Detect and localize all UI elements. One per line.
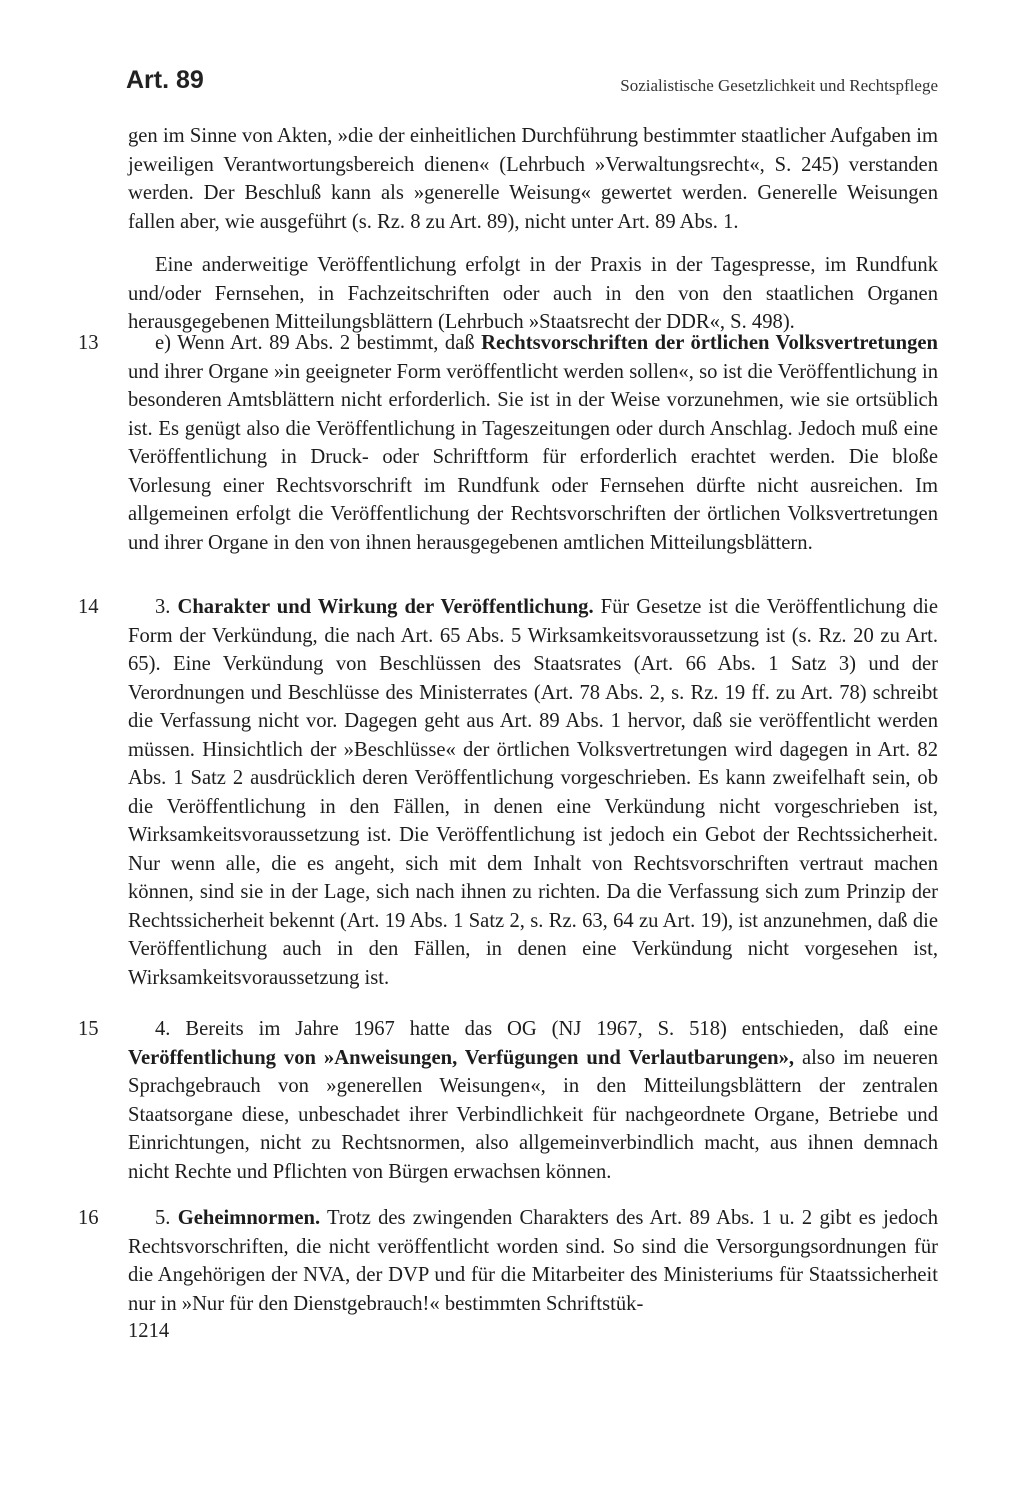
paragraph-13	[128, 329, 938, 557]
paragraph-14-heading: Charakter und Wirkung der Veröffentlichung.	[177, 596, 594, 618]
paragraph-15-body: also im neueren Sprachgebrauch von »generellen Weisungen«, in den Mitteilungsblättern der zentralen Staatsorgane diese, unbeschadet ihrer Verbindlichkeit für nachgeordnete Organe, Betriebe und Einrichtungen, nicht zu Rechtsnormen, also allgemeinverbindlich macht, aus ihnen demnach nicht Rechte und Pflichten von Bürgen erwachsen können.	[128, 1046, 938, 1183]
article-heading: Art. 89	[126, 66, 204, 94]
paragraph-16-body: Trotz des zwingenden Charakters des Art. 89 Abs. 1 u. 2 gibt es jedoch Rechtsvorschriften, die nicht veröffentlicht worden sind. So sind die Versorgungsordnungen für die Angehörigen der NVA, der DVP und für die Mitarbeiter des Ministeriums für Staatssicherheit nur in »Nur für den Dienstgebrauch!« bestimmten Schriftstük-	[128, 1207, 939, 1315]
paragraph-14	[128, 593, 938, 992]
margin-number-14: 14	[78, 596, 99, 618]
margin-number-15: 15	[78, 1018, 99, 1040]
page-number: 1214	[128, 1320, 170, 1342]
paragraph-continuation: gen im Sinne von Akten, »die der einheitlichen Durchführung bestimmter staatlicher Aufgaben im jeweiligen Verantwortungsbereich dienen« (Lehrbuch »Verwaltungsrecht«, S. 245) verstanden werden. Der Beschluß kann als »generelle Weisung« gewertet werden. Generelle Weisungen fallen aber, wie ausgeführt (s. Rz. 8 zu Art. 89), nicht unter Art. 89 Abs. 1.	[128, 125, 938, 233]
paragraph-13-body: und ihrer Organe »in geeigneter Form veröffentlicht werden sollen«, so ist die Veröffentlichung in besonderen Amtsblättern nicht erforderlich. Sie ist in der Weise vorzunehmen, wie sie ortsüblich ist. Es genügt also die Veröffentlichung in Tageszeitungen oder durch Anschlag. Jedoch muß eine Veröffentlichung in Druck- oder Schriftform für erforderlich erachtet werden. Die bloße Vorlesung einer Rechtsvorschrift im Rundfunk oder Fernsehen dürfte nicht ausreichen. Im allgemeinen erfolgt die Veröffentlichung der Rechtsvorschriften der örtlichen Volksvertretungen und ihrer Organe in den von ihnen herausgegebenen amtlichen Mitteilungsblättern.	[128, 360, 938, 554]
paragraph-13-keyword: Rechtsvorschriften der örtlichen Volksvertretungen	[481, 332, 938, 354]
paragraph-13-lead: e) Wenn Art. 89 Abs. 2 bestimmt, daß	[155, 332, 482, 354]
paragraph-15	[128, 1015, 938, 1186]
paragraph-14-lead: 3.	[155, 596, 178, 618]
paragraph-15-lead: 4. Bereits im Jahre 1967 hatte das OG (NJ 1967, S. 518) entschieden, daß eine	[155, 1018, 938, 1040]
paragraph-16-heading: Geheimnormen.	[177, 1207, 321, 1229]
paragraph-16	[128, 1204, 938, 1318]
paragraph-15-keyword: Veröffentlichung von »Anweisungen, Verfügungen und Verlautbarungen»,	[128, 1046, 795, 1069]
paragraph-publication-practice: Eine anderweitige Veröffentlichung erfolgt in der Praxis in der Tagespresse, im Rundfunk und/oder Fernsehen, in Fachzeitschriften oder auch in den von den staatlichen Organen herausgegebenen Mitteilungsblättern (Lehrbuch »Staatsrecht der DDR«, S. 498).	[128, 254, 938, 333]
paragraph-16-lead: 5.	[155, 1207, 178, 1229]
running-header: Sozialistische Gesetzlichkeit und Rechtspflege	[620, 76, 938, 95]
margin-number-13: 13	[78, 332, 99, 354]
margin-number-16: 16	[78, 1207, 99, 1229]
paragraph-14-body: Für Gesetze ist die Veröffentlichung die Form der Verkündung, die nach Art. 65 Abs. 5 Wirksamkeitsvoraussetzung ist (s. Rz. 20 zu Art. 65). Eine Verkündung von Beschlüssen des Staatsrates (Art. 66 Abs. 1 Satz 3) und der Verordnungen und Beschlüsse des Ministerrates (Art. 78 Abs. 2, s. Rz. 19 ff. zu Art. 78) schreibt die Verfassung nicht vor. Dagegen geht aus Art. 89 Abs. 1 hervor, daß sie veröffentlicht werden müssen. Hinsichtlich der »Beschlüsse« der örtlichen Volksvertretungen wird dagegen in Art. 82 Abs. 1 Satz 2 ausdrücklich deren Veröffentlichung vorgeschrieben. Es kann zweifelhaft sein, ob die Veröffentlichung in den Fällen, in denen eine Verkündung nicht vorgeschrieben ist, Wirksamkeitsvoraussetzung ist. Die Veröffentlichung ist jedoch ein Gebot der Rechtssicherheit. Nur wenn alle, die es angeht, sich mit dem Inhalt von Rechtsvorschriften vertraut machen können, sind sie in der Lage, sich nach ihnen zu richten. Da die Verfassung sich zum Prinzip der Rechtssicherheit bekennt (Art. 19 Abs. 1 Satz 2, s. Rz. 63, 64 zu Art. 19), ist anzunehmen, daß die Veröffentlichung auch in den Fällen, in denen eine Verkündung nicht vorgesehen ist, Wirksamkeitsvoraussetzung ist.	[128, 596, 938, 989]
